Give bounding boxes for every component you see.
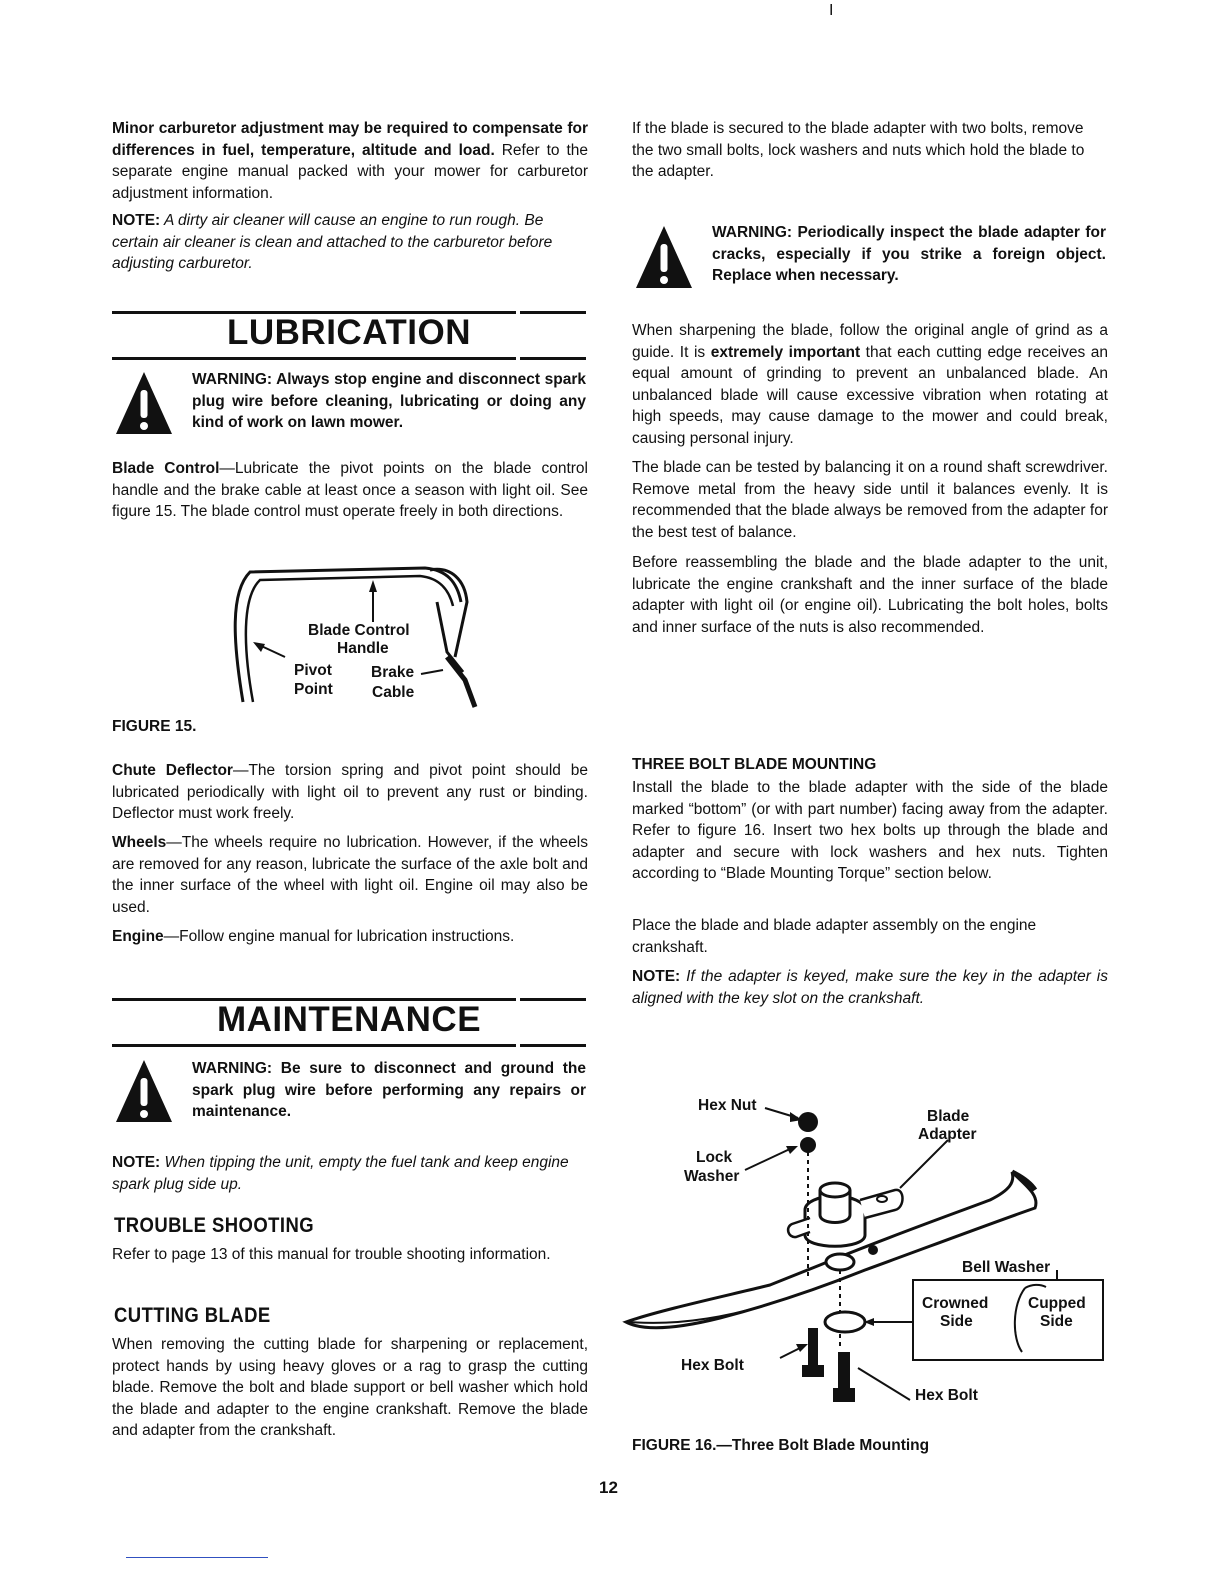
two-bolt-paragraph: If the blade is secured to the blade adapter with two bolts, remove the two small bolts, lock washers and nuts which hold the blade to the adapter. [632, 120, 1085, 180]
fig16-label-bell-washer: Bell Washer [962, 1259, 1051, 1276]
maintenance-heading: MAINTENANCE [216, 1000, 482, 1039]
three-bolt-heading: THREE BOLT BLADE MOUNTING [632, 756, 877, 773]
note-label: NOTE: [112, 1154, 161, 1171]
heading-rule-bottom [112, 357, 516, 360]
fig16-label-hex-bolt-right: Hex Bolt [915, 1387, 978, 1404]
warning-triangle-icon [114, 1058, 174, 1124]
place-blade-paragraph: Place the blade and blade adapter assembly on the engine crankshaft. [632, 917, 1037, 956]
blade-control-label: Blade Control [112, 460, 220, 477]
note-text: If the adapter is keyed, make sure the key in the adapter is aligned with the key slot on the crankshaft. [632, 968, 1108, 1007]
fig15-label-cable: Cable [372, 684, 415, 701]
wheels-paragraph [112, 832, 588, 918]
wheels-label: Wheels [112, 834, 167, 851]
chute-deflector-paragraph [112, 760, 588, 825]
sharpening-text-2: that each cutting edge receives an equal amount of grinding to prevent an unbalanced blade. An unbalanced blade will cause excessive vibration when rotating at high speeds, may cause damage to the mower and could break, causing personal injury. [632, 343, 1108, 447]
fig16-label-washer: Washer [684, 1168, 740, 1185]
blade-adapter-warning: WARNING: Periodically inspect the blade adapter for cracks, especially if you strike a foreign object. Replace when necessary. [712, 224, 1106, 284]
blade-control-text: —Lubricate the pivot points on the blade control handle and the brake cable at least once a season with light oil. See figure 15. The blade control must operate freely in both directions. [112, 460, 588, 520]
lubrication-heading: LUBRICATION [227, 313, 471, 352]
lubrication-warning: WARNING: Always stop engine and disconnect spark plug wire before cleaning, lubricating or doing any kind of work on lawn mower. [192, 371, 586, 431]
note-keyed-adapter [632, 966, 1108, 1009]
heading-rule-bottom-right [520, 357, 586, 360]
engine-paragraph [112, 926, 588, 948]
page-number: 12 [599, 1478, 618, 1497]
fig15-label-handle: Handle [337, 640, 389, 657]
note-label: NOTE: [632, 968, 681, 985]
carburetor-paragraph [112, 118, 588, 204]
carburetor-text: Refer to the separate engine manual packed with your mower for carburetor adjustment information. [112, 141, 588, 202]
carburetor-bold-text: Minor carburetor adjustment may be required to compensate for differences in fuel, temperature, altitude and load. [112, 120, 588, 159]
fig15-label-point: Point [294, 681, 333, 698]
sharpening-paragraph [632, 320, 1108, 449]
cutting-blade-text: When removing the cutting blade for sharpening or replacement, protect hands by using heavy gloves or a rag to grasp the cutting blade. Remove the bolt and blade support or bell washer which hold the blade and adapter to the engine crankshaft. Remove the blade and adapter from the crankshaft. [112, 1336, 588, 1439]
fig16-label-cupped: Cupped [1028, 1295, 1086, 1312]
fig16-label-crowned-side: Side [940, 1313, 973, 1330]
footer-link-underline [126, 1557, 268, 1558]
fig15-label-blade-control: Blade Control [308, 622, 410, 639]
figure-15-caption: FIGURE 15. [112, 718, 197, 735]
chute-deflector-text: —The torsion spring and pivot point should be lubricated periodically with light oil to prevent any rust or binding. Deflector must work freely. [112, 762, 588, 822]
trouble-shooting-text: Refer to page 13 of this manual for trouble shooting information. [112, 1246, 551, 1263]
engine-label: Engine [112, 928, 164, 945]
fig16-label-crowned: Crowned [922, 1295, 989, 1312]
fig16-label-cupped-side: Side [1040, 1313, 1073, 1330]
sharpening-text-1: When sharpening the blade, follow the original angle of grind as a guide. It is [632, 322, 1108, 361]
fig15-label-brake: Brake [371, 664, 415, 681]
maintenance-rule-bottom [112, 1044, 516, 1047]
sharpening-bold: extremely important [710, 343, 861, 361]
fig16-label-adapter: Adapter [918, 1126, 977, 1143]
chute-deflector-label: Chute Deflector [112, 762, 233, 779]
wheels-text: —The wheels require no lubrication. However, if the wheels are removed for any reason, lubricate the surface of the axle bolt and the inner surface of the wheel with light oil. Engine oil may also be used. [112, 834, 588, 916]
trouble-shooting-heading: TROUBLE SHOOTING [114, 1214, 315, 1237]
note-tipping-unit [112, 1152, 588, 1195]
note-air-cleaner [112, 210, 588, 275]
note-text: A dirty air cleaner will cause an engine to run rough. Be certain air cleaner is clean and attached to the carburetor before adjusting carburetor. [112, 212, 553, 272]
warning-triangle-icon [634, 224, 694, 290]
three-bolt-paragraph: Install the blade to the blade adapter with the side of the blade marked “bottom” (or with part number) facing away from the adapter. Refer to figure 16. Insert two hex bolts up through the blade and adapter and secure with lock washers and hex nuts. Tighten according to “Blade Mounting Torque” section below. [632, 779, 1108, 882]
fig15-label-pivot: Pivot [294, 662, 332, 679]
fig16-label-hex-bolt-left: Hex Bolt [681, 1357, 744, 1374]
fig16-label-hex-nut: Hex Nut [698, 1097, 757, 1114]
page-marker: I [829, 2, 834, 19]
figure-16-caption: FIGURE 16.—Three Bolt Blade Mounting [632, 1437, 930, 1454]
maintenance-warning: WARNING: Be sure to disconnect and ground the spark plug wire before performing any repairs or maintenance. [192, 1060, 586, 1120]
fig16-label-lock: Lock [696, 1149, 733, 1166]
blade-control-paragraph [112, 458, 588, 523]
fig16-label-blade: Blade [927, 1108, 970, 1125]
balancing-paragraph: The blade can be tested by balancing it on a round shaft screwdriver. Remove metal from the heavy side until it balances evenly. It is recommended that the blade always be removed from the adapter for the best test of balance. [632, 459, 1108, 541]
engine-text: —Follow engine manual for lubrication instructions. [163, 928, 515, 945]
note-text: When tipping the unit, empty the fuel tank and keep engine spark plug side up. [112, 1154, 569, 1193]
maintenance-rule-bottom-right [520, 1044, 586, 1047]
cutting-blade-heading: CUTTING BLADE [114, 1304, 271, 1327]
warning-triangle-icon [114, 370, 174, 436]
note-label: NOTE: [112, 212, 161, 229]
reassembling-paragraph: Before reassembling the blade and the blade adapter to the unit, lubricate the engine crankshaft and the inner surface of the blade adapter with light oil (or engine oil). Lubricating the bolt holes, bolts and inner surface of the nuts is also recommended. [632, 554, 1108, 636]
